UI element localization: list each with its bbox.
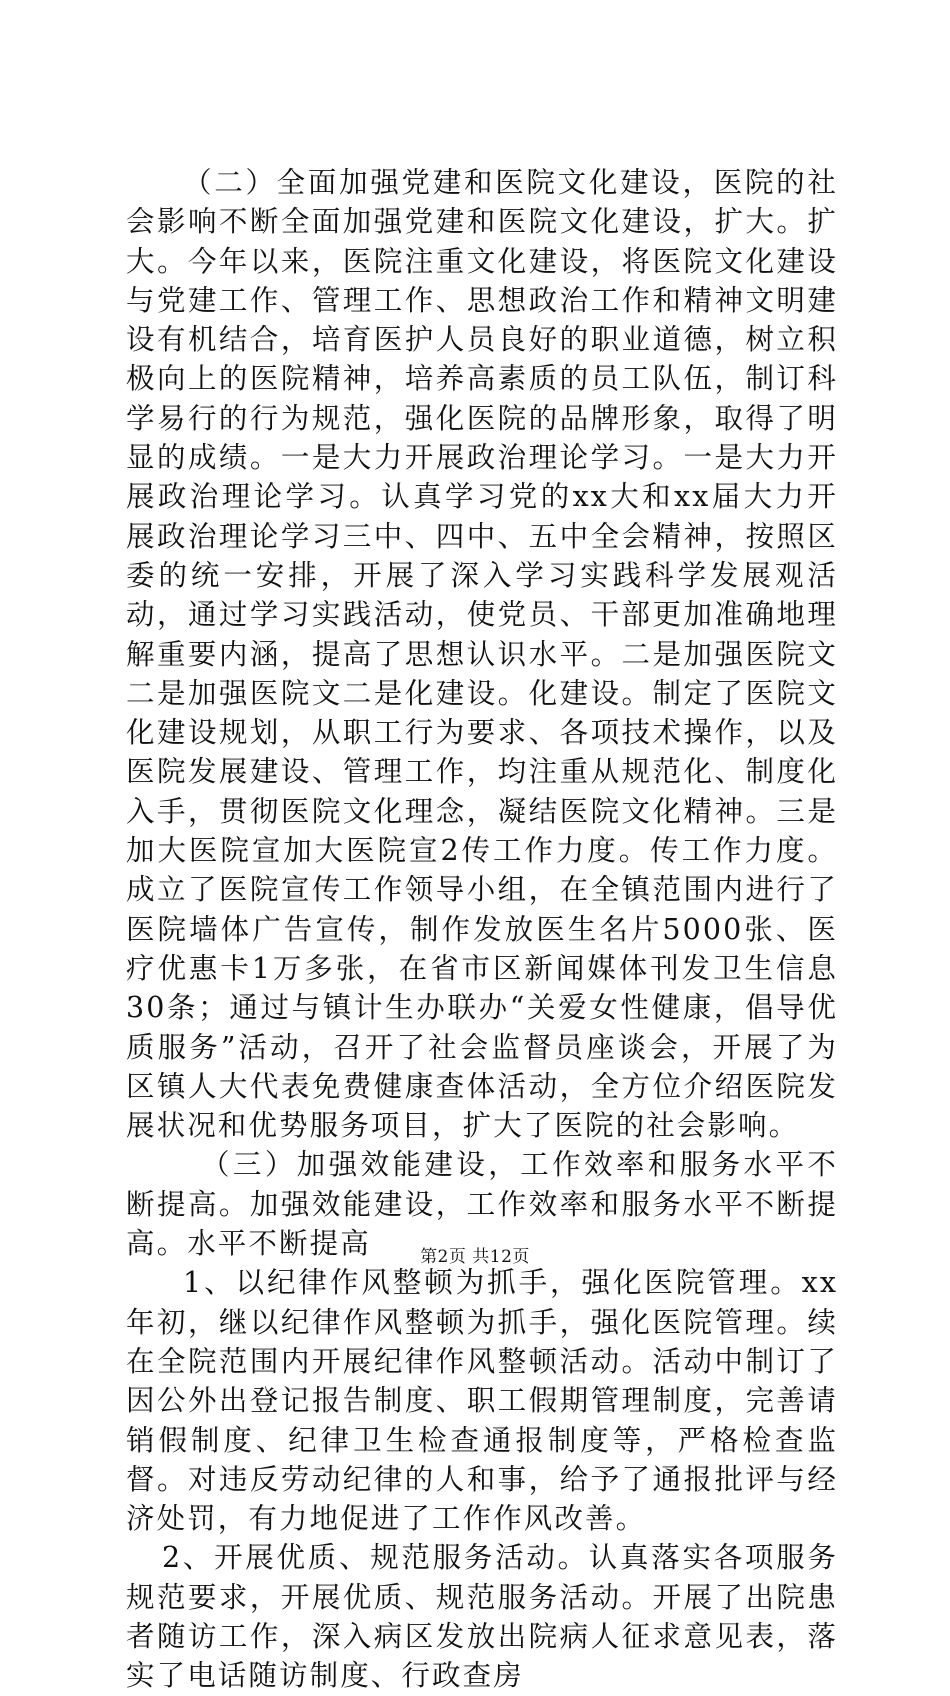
paragraph-efficiency-heading: （三）加强效能建设，工作效率和服务水平不断提高。加强效能建设，工作效率和服务水平不断提高。水平不断提高	[126, 1148, 838, 1261]
document-body	[126, 163, 838, 1696]
paragraph-discipline: 1、以纪律作风整顿为抓手，强化医院管理。xx年初，继以纪律作风整顿为抓手，强化医院管理。续在全院范围内开展纪律作风整顿活动。活动中制订了因公外出登记报告制度、职工假期管理制度，完善请销假制度、纪律卫生检查通报制度等，严格检查监督。对违反劳动纪律的人和事，给予了通报批评与经济处罚，有力地促进了工作作风改善。	[126, 1266, 838, 1536]
paragraph-quality-service: 2、开展优质、规范服务活动。认真落实各项服务规范要求，开展优质、规范服务活动。开展了出院患者随访工作，深入病区发放出院病人征求意见表，落实了电话随访制度、行政查房	[126, 1541, 838, 1693]
page-number-footer: 第2页 共12页	[420, 1247, 530, 1267]
paragraph-party-building: （二）全面加强党建和医院文化建设，医院的社会影响不断全面加强党建和医院文化建设，扩大。扩大。今年以来，医院注重文化建设，将医院文化建设与党建工作、管理工作、思想政治工作和精神文明建设有机结合，培育医护人员良好的职业道德，树立积极向上的医院精神，培养高素质的员工队伍，制订科学易行的行为规范，强化医院的品牌形象，取得了明显的成绩。一是大力开展政治理论学习。一是大力开展政治理论学习。认真学习党的xx大和xx届大力开展政治理论学习三中、四中、五中全会精神，按照区委的统一安排，开展了深入学习实践科学发展观活动，通过学习实践活动，使党员、干部更加准确地理解重要内涵，提高了思想认识水平。二是加强医院文二是加强医院文二是化建设。化建设。制定了医院文化建设规划，从职工行为要求、各项技术操作，以及医院发展建设、管理工作，均注重从规范化、制度化入手，贯彻医院文化理念，凝结医院文化精神。三是加大医院宣加大医院宣2传工作力度。传工作力度。成立了医院宣传工作领导小组，在全镇范围内进行了医院墙体广告宣传，制作发放医生名片5000张、医疗优惠卡1万多张，在省市区新闻媒体刊发卫生信息30条；通过与镇计生办联办“关爱女性健康，倡导优质服务”活动，召开了社会监督员座谈会，开展了为区镇人大代表免费健康查体活动，全方位介绍医院发展状况和优势服务项目，扩大了医院的社会影响。	[126, 166, 838, 1143]
